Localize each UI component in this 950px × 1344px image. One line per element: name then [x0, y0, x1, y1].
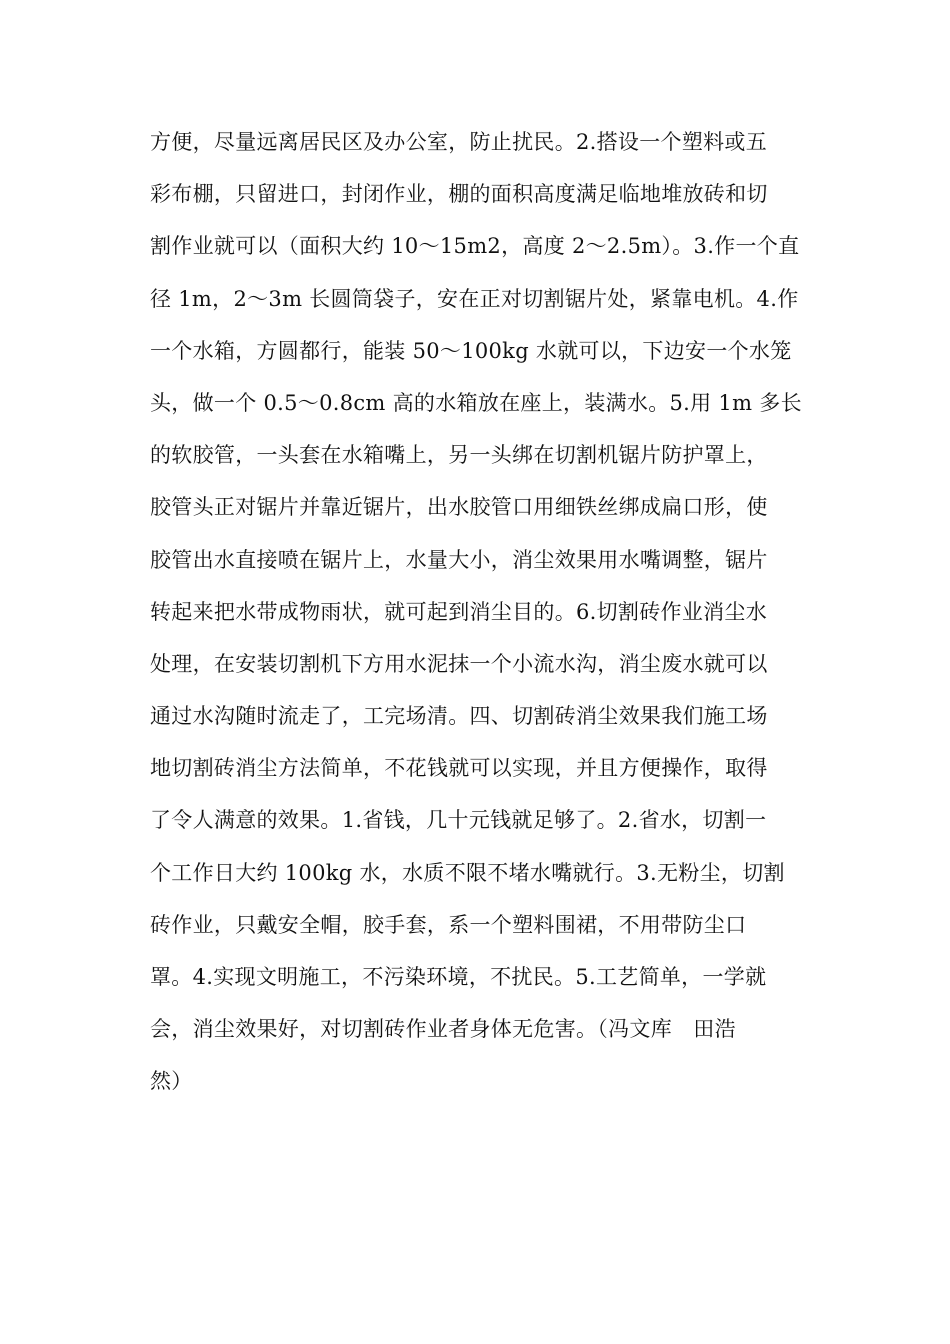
text-line: 头，做一个 0.5～0.8cm 高的水箱放在座上，装满水。5.用 1m 多长 [150, 390, 802, 415]
text-line: 砖作业，只戴安全帽，胶手套，系一个塑料围裙，不用带防尘口 [150, 912, 747, 937]
text-line: 胶管头正对锯片并靠近锯片，出水胶管口用细铁丝绑成扁口形，使 [150, 495, 768, 520]
text-line: 了令人满意的效果。1.省钱，几十元钱就足够了。2.省水，切割一 [150, 808, 767, 833]
text-line: 彩布棚，只留进口，封闭作业，棚的面积高度满足临地堆放砖和切 [150, 182, 768, 207]
text-line: 处理，在安装切割机下方用水泥抹一个小流水沟，消尘废水就可以 [150, 651, 768, 676]
text-line: 转起来把水带成物雨状，就可起到消尘目的。6.切割砖作业消尘水 [150, 599, 768, 624]
text-line: 径 1m，2～3m 长圆筒袋子，安在正对切割锯片处，紧靠电机。4.作 [150, 286, 799, 311]
text-line: 一个水箱，方圆都行，能装 50～100kg 水就可以，下边安一个水笼 [150, 338, 792, 363]
text-line: 方便，尽量远离居民区及办公室，防止扰民。2.搭设一个塑料或五 [150, 130, 768, 154]
text-line: 然） [150, 1069, 193, 1094]
text-line: 通过水沟随时流走了，工完场清。四、切割砖消尘效果我们施工场 [150, 704, 768, 729]
text-line: 割作业就可以（面积大约 10～15m2，高度 2～2.5m）。3.作一个直 [150, 234, 800, 259]
text-line: 胶管出水直接喷在锯片上，水量大小，消尘效果用水嘴调整，锯片 [150, 547, 768, 572]
text-line: 的软胶管，一头套在水箱嘴上，另一头绑在切割机锯片防护罩上， [150, 443, 768, 468]
body-text [150, 116, 810, 1108]
text-line: 会，消尘效果好，对切割砖作业者身体无危害。（冯文库 田浩 [150, 1017, 736, 1042]
text-line: 地切割砖消尘方法简单，不花钱就可以实现，并且方便操作，取得 [150, 756, 768, 781]
text-line: 个工作日大约 100kg 水，水质不限不堵水嘴就行。3.无粉尘，切割 [150, 860, 785, 885]
text-line: 罩。4.实现文明施工，不污染环境，不扰民。5.工艺简单，一学就 [150, 965, 767, 989]
